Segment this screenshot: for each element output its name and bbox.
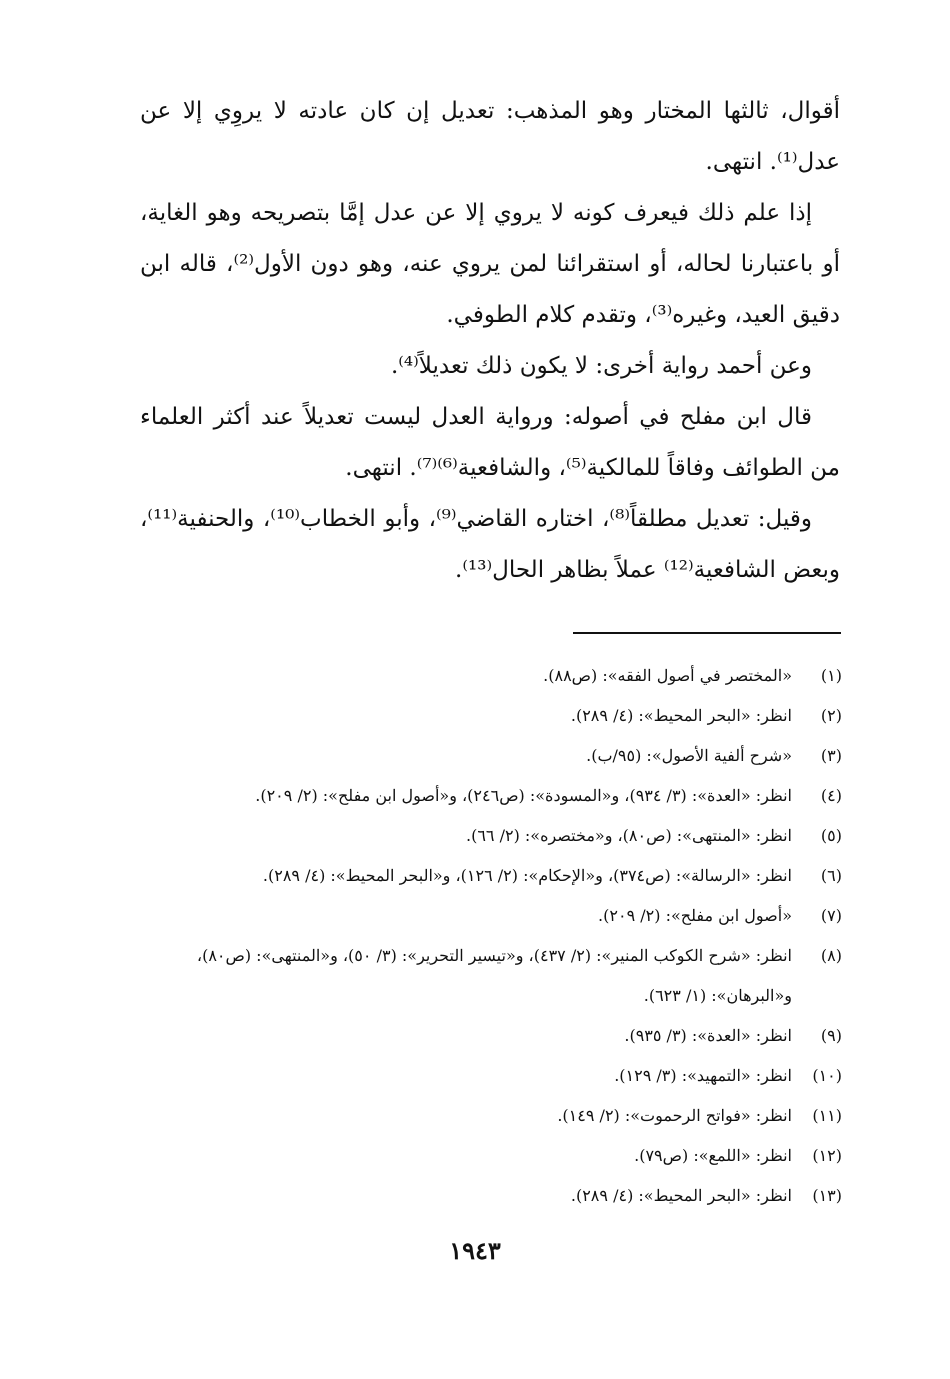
footnote-text: انظر: «البحر المحيط»: (٤/ ٢٨٩). <box>570 706 792 725</box>
footnote-text: انظر: «التمهيد»: (٣/ ١٢٩). <box>614 1066 792 1085</box>
footnote-number: (١٣) <box>812 1186 842 1205</box>
footnote-item <box>130 656 842 696</box>
footnote-number: (١٠) <box>812 1066 842 1085</box>
footnote-item <box>130 936 842 1016</box>
footnote-text: انظر: «شرح الكوكب المنير»: (٢/ ٤٣٧)، و«تيسير التحرير»: (٣/ ٥٠)، و«المنتهى»: (ص٨٠)، و«البرهان»: (١/ ٦٢٣). <box>196 946 792 1005</box>
page-number: ١٩٤٣ <box>449 1236 501 1265</box>
footnote-text: انظر: «العدة»: (٣/ ٩٣٥). <box>624 1026 792 1045</box>
footnote-number: (٥) <box>820 826 842 845</box>
footnote-item <box>130 736 842 776</box>
paragraph-1: أقوال، ثالثها المختار وهو المذهب: تعديل إن كان عادته لا يروِي إلا عن عدل⁽¹⁾. انتهى. <box>140 98 840 175</box>
footnote-number: (٩) <box>820 1026 842 1045</box>
footnote-item <box>130 776 842 816</box>
footnote-text: انظر: «فواتح الرحموت»: (٢/ ١٤٩). <box>557 1106 792 1125</box>
footnote-number: (٢) <box>820 706 842 725</box>
footnote-item <box>130 1056 842 1096</box>
footnote-item <box>130 1136 842 1176</box>
footnotes <box>130 656 842 1216</box>
footnote-separator <box>573 632 841 634</box>
footnote-item <box>130 1176 842 1216</box>
footnote-text: انظر: «العدة»: (٣/ ٩٣٤)، و«المسودة»: (ص٢٤٦)، و«أصول ابن مفلح»: (٢/ ٢٠٩). <box>255 786 792 805</box>
footnote-number: (٦) <box>820 866 842 885</box>
footnote-item <box>130 696 842 736</box>
footnote-item <box>130 1016 842 1056</box>
footnote-text: «أصول ابن مفلح»: (٢/ ٢٠٩). <box>598 906 792 925</box>
paragraph-4: قال ابن مفلح في أصوله: ورواية العدل ليست تعديلاً عند أكثر العلماء من الطوائف وفاقاً للمالكية⁽⁵⁾، والشافعية⁽⁶⁾⁽⁷⁾. انتهى. <box>140 404 840 481</box>
footnote-number: (٣) <box>820 746 842 765</box>
footnote-text: «المختصر في أصول الفقه»: (ص٨٨). <box>543 666 792 685</box>
footnote-item <box>130 896 842 936</box>
footnote-number: (١) <box>820 666 842 685</box>
paragraph-3: وعن أحمد رواية أخرى: لا يكون ذلك تعديلاً⁽⁴⁾. <box>390 353 812 379</box>
main-text <box>140 86 840 596</box>
footnote-text: انظر: «المنتهى»: (ص٨٠)، و«مختصره»: (٢/ ٦٦). <box>465 826 792 845</box>
footnote-text: انظر: «الرسالة»: (ص٣٧٤)، و«الإحكام»: (٢/ ١٢٦)، و«البحر المحيط»: (٤/ ٢٨٩). <box>262 866 792 885</box>
paragraph-2: إذا علم ذلك فيعرف كونه لا يروي إلا عن عدل إمَّا بتصريحه وهو الغاية، أو باعتبارنا لحاله، أو استقرائنا لمن يروي عنه، وهو دون الأول⁽²⁾، قاله ابن دقيق العيد، وغيره⁽³⁾، وتقدم كلام الطوفي. <box>140 200 840 328</box>
footnote-text: «شرح ألفية الأصول»: (٩٥/ب). <box>586 746 792 765</box>
footnote-item <box>130 856 842 896</box>
footnote-number: (٧) <box>820 906 842 925</box>
footnote-number: (١١) <box>812 1106 842 1125</box>
footnote-text: انظر: «البحر المحيط»: (٤/ ٢٨٩). <box>570 1186 792 1205</box>
footnote-item <box>130 816 842 856</box>
paragraph-5: وقيل: تعديل مطلقاً⁽⁸⁾، اختاره القاضي⁽⁹⁾، وأبو الخطاب⁽¹⁰⁾، والحنفية⁽¹¹⁾، وبعض الشافعية⁽¹²⁾ عملاً بظاهر الحال⁽¹³⁾. <box>140 506 840 583</box>
footnote-item <box>130 1096 842 1136</box>
footnote-text: انظر: «اللمع»: (ص٧٩). <box>634 1146 792 1165</box>
footnote-number: (٤) <box>820 786 842 805</box>
footnote-number: (٨) <box>820 946 842 965</box>
footnote-number: (١٢) <box>812 1146 842 1165</box>
